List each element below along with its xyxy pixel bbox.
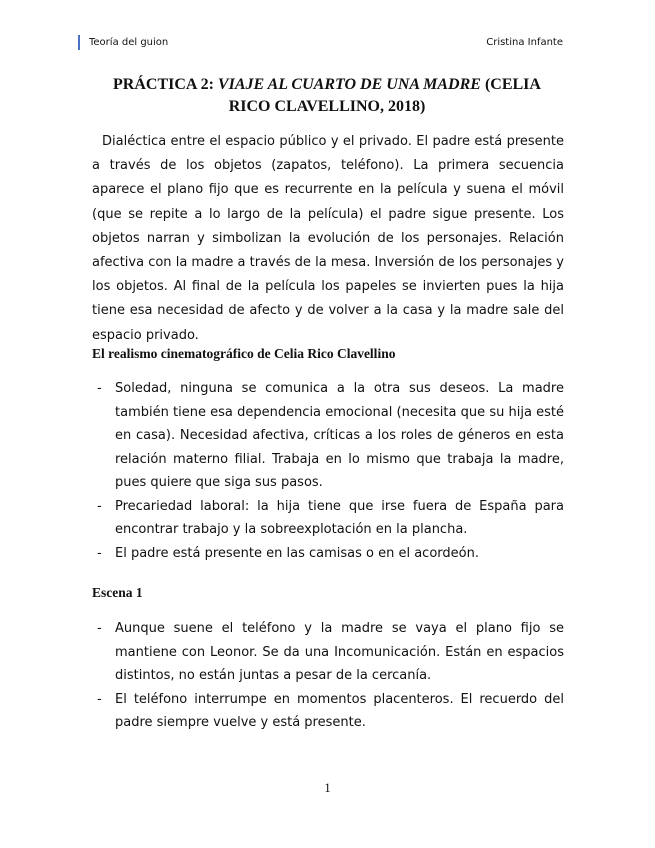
- intro-paragraph: [92, 130, 564, 348]
- escena-list: [92, 617, 564, 735]
- list-item: - El padre está presente en las camisas o en el acordeón.: [92, 542, 564, 566]
- header-author: Cristina Infante: [486, 37, 563, 48]
- bullet-dash: -: [97, 691, 102, 707]
- list-item: - Soledad, ninguna se comunica a la otra sus deseos. La madre también tiene esa dependencia emocional (necesita que su hija esté en casa). Necesidad afectiva, críticas a los roles de géneros en esta relación materno filial. Trabaja en lo mismo que trabaja la madre, pues quiere que siga sus pasos.: [92, 377, 564, 495]
- bullet-dash: -: [97, 381, 102, 396]
- title-film-name: VIAJE AL CUARTO DE UNA MADRE: [217, 76, 481, 93]
- list-item: - Precariedad laboral: la hija tiene que irse fuera de España para encontrar trabajo y la sobreexplotación en la plancha.: [92, 495, 564, 542]
- list-item: - Aunque suene el teléfono y la madre se vaya el plano fijo se mantiene con Leonor. Se da una Incomunicación. Están en espacios distintos, no están juntas a pesar de la cercanía.: [92, 617, 564, 688]
- title-suffix: (CELIA RICO CLAVELLINO, 2018): [228, 76, 541, 115]
- bullet-dash: -: [97, 621, 102, 636]
- section-heading-escena-1: Escena 1: [92, 585, 143, 600]
- page-header: [78, 36, 563, 52]
- list-item: - El teléfono interrumpe en momentos placenteros. El recuerdo del padre siempre vuelve y está presente.: [92, 688, 564, 735]
- bullet-dash: -: [97, 545, 102, 561]
- header-accent-bar: [78, 35, 80, 50]
- realismo-list: [92, 377, 564, 565]
- page-title: [92, 74, 562, 118]
- bullet-dash: -: [97, 498, 102, 514]
- section-heading-realismo: El realismo cinematográfico de Celia Rico Clavellino: [92, 346, 396, 361]
- header-course-title: Teoría del guion: [89, 37, 169, 48]
- page-number: 1: [324, 780, 331, 795]
- title-prefix: PRÁCTICA 2:: [113, 76, 218, 93]
- intro-text: Dialéctica entre el espacio público y el privado. El padre está presente a través de los objetos (zapatos, teléfono). La primera secuencia aparece el plano fijo que es recurrente en la película y suena el móvil (que se repite a lo largo de la película) el padre sigue presente. Los objetos narran y simbolizan la evolución de los personajes. Relación afectiva con la madre a través de la mesa. Inversión de los personajes y los objetos. Al final de la película los papeles se invierten pues la hija tiene esa necesidad de afecto y de volver a la casa y la madre sale del espacio privado.: [92, 134, 564, 343]
